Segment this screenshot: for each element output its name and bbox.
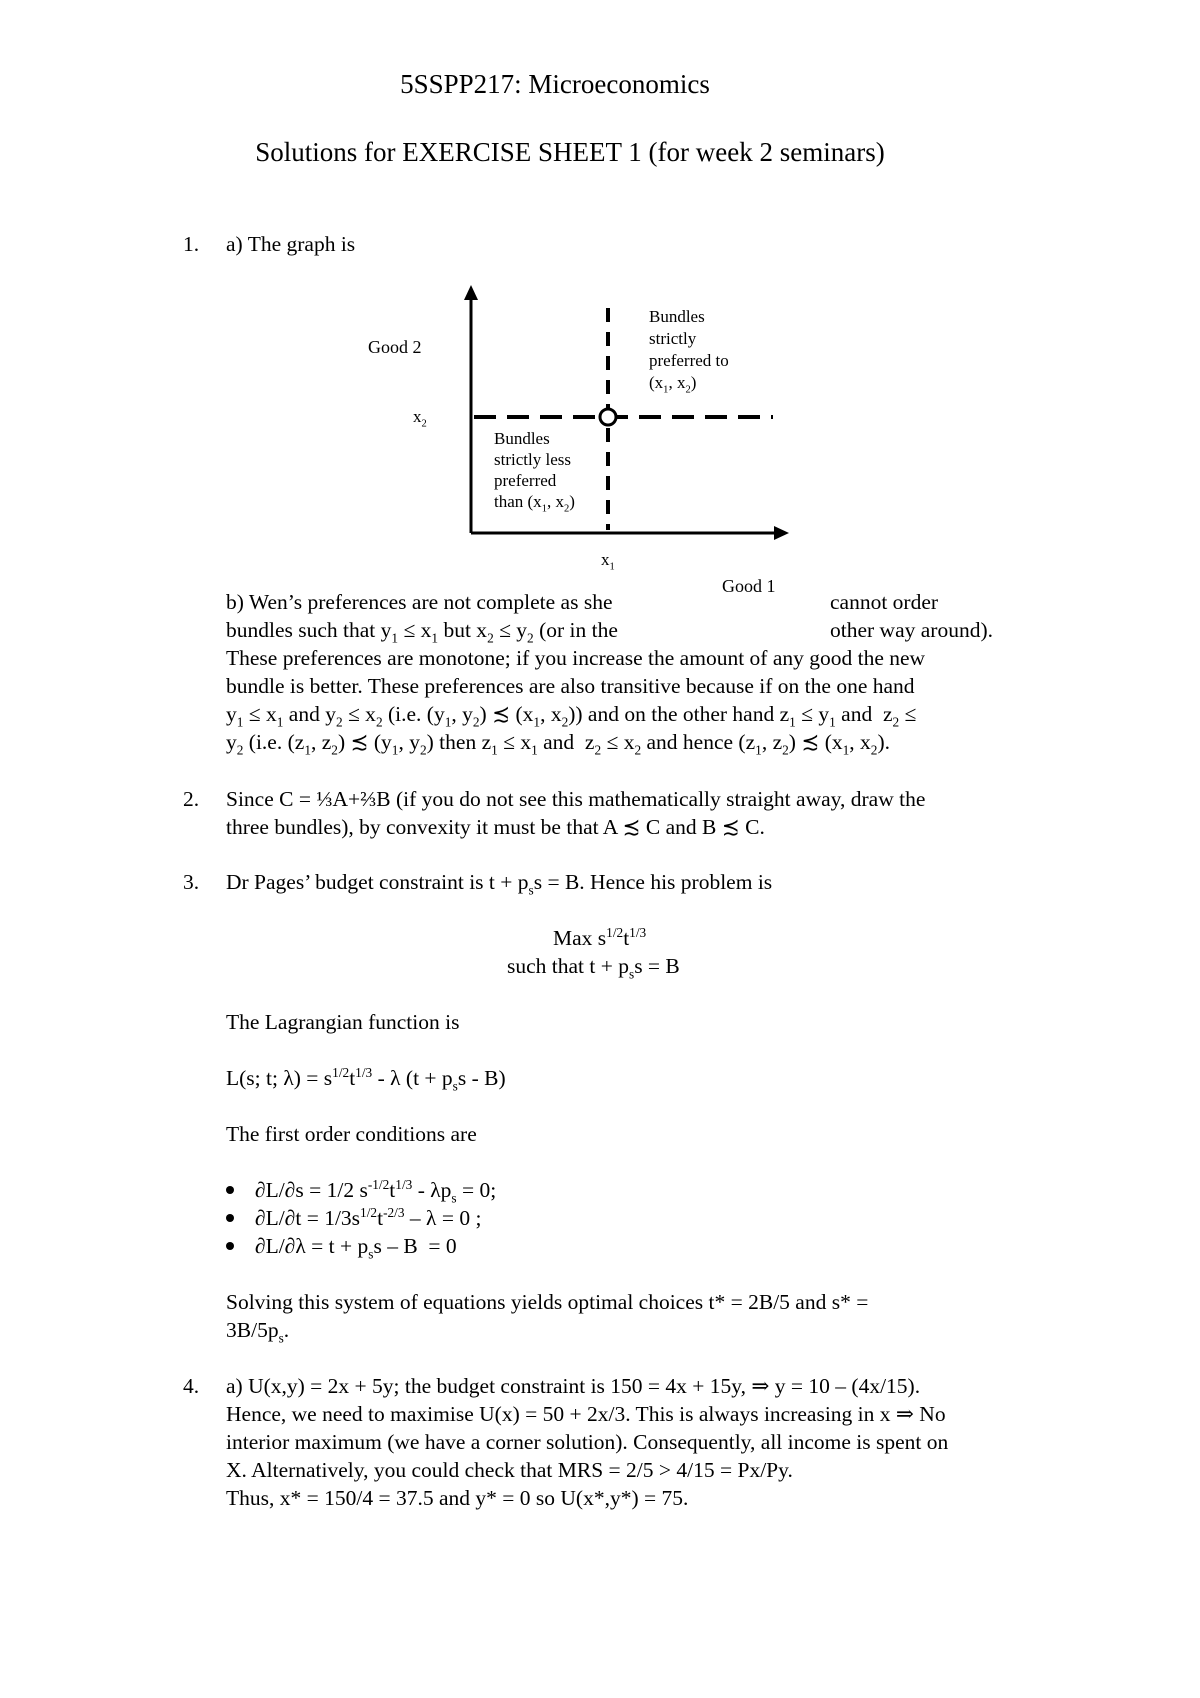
q2-number: 2. bbox=[183, 787, 200, 811]
q3-lagrangian: L(s; t; $\lambda) = s^{1/2}t^{1/3} - \lambda$ $(t + p_ss - B)$ bbox=[226, 1064, 506, 1094]
q3-number: 3. bbox=[183, 870, 200, 894]
preference-graph bbox=[0, 0, 1200, 620]
y-axis-label: Good 2 bbox=[368, 337, 422, 357]
q1b-line6: $y_2$ (i.e. ($z_1$, $z_2$) ≾ ($y_1$, $y_2$) then $z_1 \le x_1$ and $z_2 \le x_2$ and hence ($z_1$, $z_2$) ≾ ($x_1$, $x_2$). bbox=[226, 730, 891, 758]
x-tick-label: $x_1$ bbox=[601, 550, 615, 573]
q3-foc-intro: The first order conditions are bbox=[226, 1122, 477, 1146]
bullet-icon bbox=[226, 1186, 234, 1194]
q1b-line1-left: b) Wen’s preferences are not complete as she bbox=[226, 590, 613, 614]
q3-foc-s: ∂L/∂s = 1/2 $s^{-1/2}t^{1/3} - \lambda p_s = 0$; bbox=[255, 1176, 497, 1206]
q3-solution-line2: $3B/5p_s$. bbox=[226, 1318, 290, 1346]
q3-constraint: such that $t + p_ss = B$ bbox=[507, 954, 680, 982]
y-tick-label: $x_2$ bbox=[413, 407, 427, 430]
q1b-line3: These preferences are monotone; if you increase the amount of any good the new bbox=[226, 646, 926, 670]
q2-line2: three bundles), by convexity it must be that A ≾ C and B ≾ C. bbox=[226, 815, 765, 839]
q1-intro: a) The graph is bbox=[226, 232, 356, 256]
q1b-line4: bundle is better. These preferences are also transitive because if on the one hand bbox=[226, 674, 915, 698]
x-axis-label: Good 1 bbox=[722, 576, 776, 596]
q3-foc-t: $\partial L/\partial t = 1/3s^{1/2}t^{-2/3} - \lambda = 0$ ; bbox=[255, 1204, 482, 1230]
y-axis-arrow bbox=[464, 285, 478, 300]
lower-region-label: Bundles strictly less preferred than ($x_1$, $x_2$) bbox=[494, 429, 575, 515]
q4-line2: Hence, we need to maximise U(x) = 50 + 2x/3. This is always increasing in x ⇒ No bbox=[226, 1402, 946, 1426]
q1b-line5: $y_1 \le x_1$ and $y_2 \le x_2$ (i.e. ($y_1$, $y_2$) ≾ ($x_1$, $x_2$)) and on the other hand $z_1 \le y_1$ and $z_2$ ≤ bbox=[226, 702, 917, 730]
q3-objective: Max $s^{1/2}t^{1/3}$ bbox=[553, 924, 647, 950]
q3-intro: Dr Pages’ budget constraint is $t + p_ss = B$. Hence his problem is bbox=[226, 870, 773, 898]
q1b-line2-left: bundles such that $y_1 \le x_1$ but $x_2 \le y_2$ (or in the bbox=[226, 618, 618, 646]
bundle-point bbox=[600, 409, 616, 425]
q3-foc-lambda: $\partial L/\partial\lambda = t + p_ss - B = 0$ bbox=[255, 1234, 457, 1262]
q3-lagrangian-intro: The Lagrangian function is bbox=[226, 1010, 460, 1034]
bullet-icon bbox=[226, 1242, 234, 1250]
x-axis-arrow bbox=[774, 526, 789, 540]
q3-solution-line1: Solving this system of equations yields optimal choices t* = 2B/5 and s* = bbox=[226, 1290, 869, 1314]
q4-line1: a) U(x,y) = 2x + 5y; the budget constraint is 150 = 4x + 15y, ⇒ y = 10 – (4x/15). bbox=[226, 1374, 921, 1398]
upper-region-label: Bundles strictly preferred to ($x_1$, $x_2$) bbox=[649, 307, 729, 396]
q1b-line2-right: other way around). bbox=[830, 618, 993, 642]
bullet-icon bbox=[226, 1214, 234, 1222]
q4-number: 4. bbox=[183, 1374, 200, 1398]
sheet-subtitle: Solutions for EXERCISE SHEET 1 (for week 2 seminars) bbox=[255, 137, 885, 167]
q1b-line1-right: cannot order bbox=[830, 590, 939, 614]
q2-line1: Since C = ⅓A+⅔B (if you do not see this mathematically straight away, draw the bbox=[226, 787, 926, 811]
q1-number: 1. bbox=[183, 232, 200, 256]
q4-line3: interior maximum (we have a corner solution). Consequently, all income is spent on bbox=[226, 1430, 949, 1454]
q4-line5: Thus, x* = 150/4 = 37.5 and y* = 0 so U(x*,y*) = 75. bbox=[226, 1486, 689, 1510]
q4-line4: X. Alternatively, you could check that MRS = 2/5 > 4/15 = Px/Py. bbox=[226, 1458, 793, 1482]
course-title: 5SSPP217: Microeconomics bbox=[400, 69, 710, 99]
